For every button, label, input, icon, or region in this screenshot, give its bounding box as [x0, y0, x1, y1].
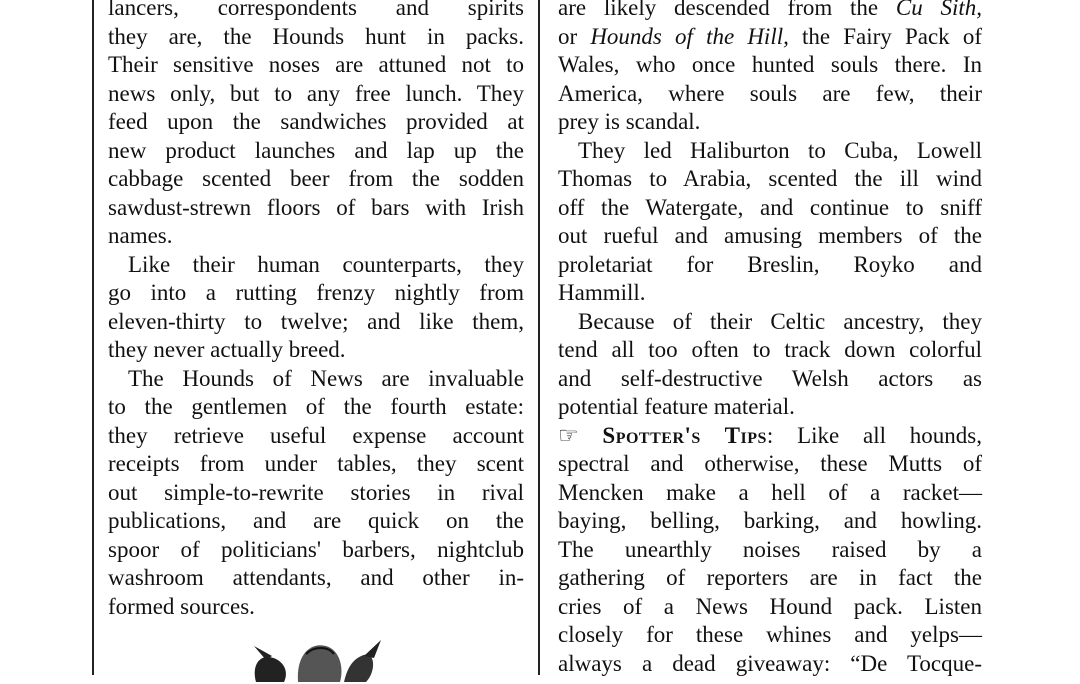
text-line: receipts from under tables, they scent: [108, 451, 524, 476]
text-line: spectral and otherwise, these Mutts of: [558, 451, 982, 476]
text-line: news only, but to any free lunch. They: [108, 80, 524, 106]
text-line: spoor of politicians' barbers, nightclub: [108, 536, 524, 562]
text-line: Hammill.: [558, 280, 646, 305]
text-line: closely for these whines and yelps—: [558, 622, 982, 647]
text-line: new product launches and lap up the: [108, 137, 524, 163]
spotters-tips-label: Spotter's Tips: [602, 422, 767, 448]
text-line: names.: [108, 223, 173, 248]
text-line: The unearthly noises raised by a: [558, 536, 982, 562]
text-line: gathering of reporters are in fact the: [558, 565, 982, 590]
text-line: go into a rutting frenzy nightly from: [108, 280, 524, 305]
text-line: cabbage scented beer from the sodden: [108, 166, 524, 191]
text-line: They led Haliburton to Cuba, Lowell: [578, 137, 982, 163]
text-line: Thomas to Arabia, scented the ill wind: [558, 166, 982, 191]
text-line: out rueful and amusing members of the: [558, 223, 982, 248]
spotters-tips-line: [558, 422, 982, 451]
text-line: tend all too often to track down colorful: [558, 337, 982, 362]
text-line: to the gentlemen of the fourth estate:: [108, 394, 524, 419]
text-line: Mencken make a hell of a racket—: [558, 479, 982, 505]
text-line: cries of a News Hound pack. Listen: [558, 593, 982, 619]
text-line: feed upon the sandwiches provided at: [108, 109, 524, 134]
text-line: baying, belling, barking, and howling.: [558, 508, 982, 533]
text-line: and self-destructive Welsh actors as: [558, 365, 982, 391]
text-line: proletariat for Breslin, Royko and: [558, 251, 982, 277]
right-column: [558, 0, 982, 678]
text-line: are likely descended from the Cu Sith,: [558, 0, 983, 20]
text-line: lancers, correspondents and spirits: [108, 0, 524, 20]
text-line: sawdust-strewn floors of bars with Irish: [108, 194, 524, 220]
text-line: Like their human counterparts, they: [128, 251, 524, 277]
hound-illustration: [236, 624, 396, 684]
text-line: eleven-thirty to twelve; and like them,: [108, 308, 524, 334]
text-line: washroom attendants, and other in-: [108, 565, 524, 590]
left-column: [108, 0, 524, 621]
text-line: Wales, who once hunted souls there. In: [558, 52, 982, 77]
text-line: potential feature material.: [558, 394, 795, 419]
text-line: they retrieve useful expense account: [108, 422, 524, 448]
text-line: out simple-to-rewrite stories in rival: [108, 479, 524, 505]
text-line: always a dead giveaway: “De Tocque-: [558, 650, 982, 676]
text-line: Because of their Celtic ancestry, they: [578, 308, 982, 334]
text-line: publications, and are quick on the: [108, 508, 524, 533]
column-rule-left: [92, 0, 94, 675]
text-line: Their sensitive noses are attuned not to: [108, 52, 524, 77]
text-line: formed sources.: [108, 593, 255, 619]
text-line: America, where souls are few, their: [558, 80, 982, 106]
text-line: they are, the Hounds hunt in packs.: [108, 23, 524, 49]
text-line: prey is scandal.: [558, 109, 701, 134]
pointing-hand-icon: ☞: [558, 422, 603, 448]
text-line: The Hounds of News are invaluable: [128, 365, 524, 391]
text-line: they never actually breed.: [108, 337, 346, 362]
text-line: off the Watergate, and continue to sniff: [558, 194, 982, 220]
text-line: or Hounds of the Hill, the Fairy Pack of: [558, 23, 982, 49]
column-rule-middle: [538, 0, 540, 675]
tips-text: : Like all hounds,: [766, 422, 982, 448]
